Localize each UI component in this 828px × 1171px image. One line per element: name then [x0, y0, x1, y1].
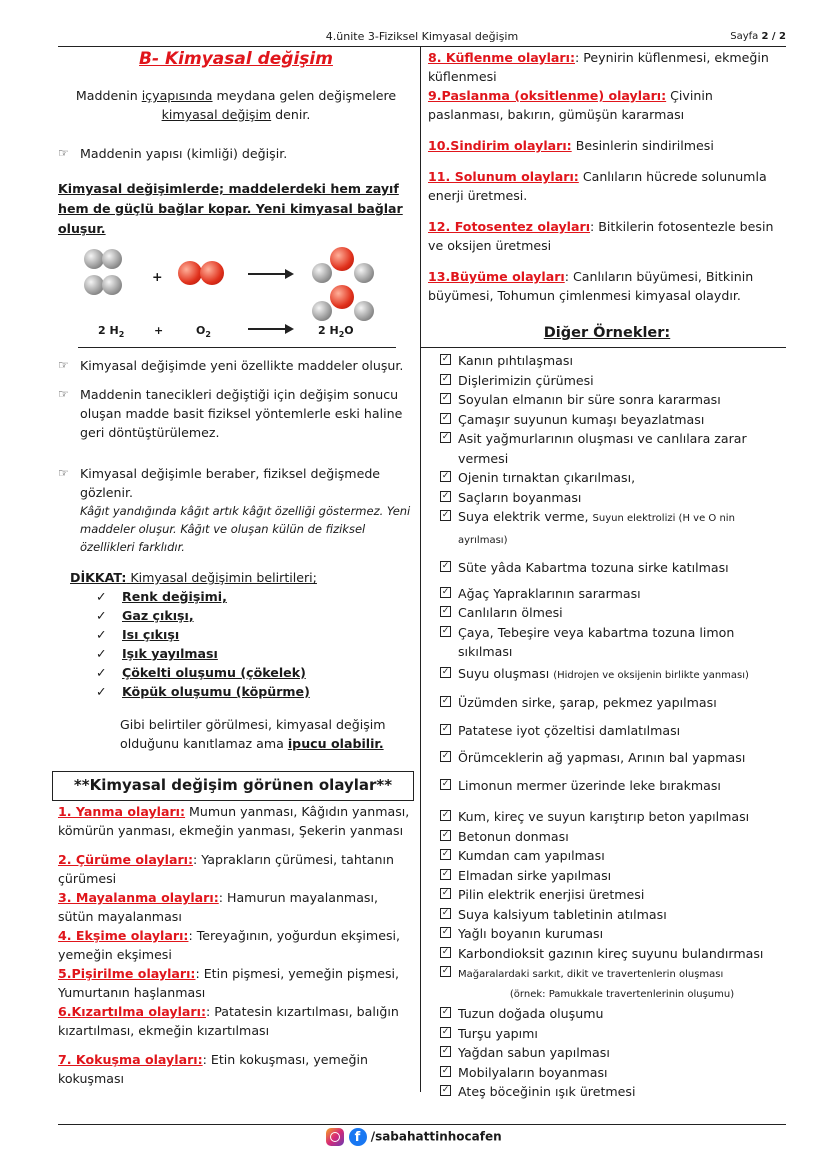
checklist-text: Süte yâda Kabartma tozuna sirke katılması — [458, 560, 729, 575]
other-examples-title — [428, 325, 786, 341]
pointing-hand-icon: ☞ — [58, 358, 69, 372]
checkbox-checked-icon: ✓ — [441, 490, 450, 501]
checklist-item — [440, 748, 786, 768]
example-text: Çivinin paslanması, bakırın, gümüşün kararması — [428, 88, 713, 122]
example-item — [428, 136, 786, 155]
checklist-item — [440, 468, 786, 488]
hydrogen-atom — [354, 263, 374, 283]
checklist-text: Dişlerimizin çürümesi — [458, 372, 594, 388]
sign-label: Çökelti oluşumu (çökelek) — [122, 665, 306, 680]
checklist-item — [440, 584, 786, 604]
social-handle[interactable]: /sabahattinhocafen — [370, 1129, 502, 1144]
eq-o2 — [196, 321, 211, 344]
example-title: 10.Sindirim olayları: — [428, 138, 572, 153]
note-text: Gibi belirtiler görülmesi, kimyasal değişim olduğunu kanıtlamaz ama — [120, 717, 386, 751]
bullet-text: Kimyasal değişimle beraber, fiziksel değişmede gözlenir. — [80, 466, 381, 500]
paper-burning-note: Kâğıt yandığında kâğıt artık kâğıt özelliği göstermez. Yeni maddeler oluşur. Kâğıt ve oluşan külün de fiziksel özellikleri farklıdır. — [80, 504, 411, 554]
eq-h2o — [318, 321, 354, 344]
checkbox-checked-icon: ✓ — [441, 966, 450, 976]
checklist-item — [440, 351, 786, 371]
oxygen-atom — [178, 261, 202, 285]
checkbox-checked-icon: ✓ — [441, 1007, 450, 1017]
checklist-text: Mobilyaların boyanması — [458, 1064, 608, 1080]
checkmark-icon: ✓ — [96, 589, 107, 604]
checklist-text: Çamaşır suyunun kumaşı beyazlatması — [458, 411, 705, 427]
sign-label: Gaz çıkışı, — [122, 608, 194, 623]
def-text-3: denir. — [271, 107, 311, 122]
example-title: 1. Yanma olayları: — [58, 804, 186, 819]
reaction-diagram — [78, 245, 398, 345]
checklist-text: Canlıların ölmesi — [458, 605, 563, 620]
checklist-item — [440, 1063, 786, 1083]
right-examples — [428, 48, 786, 305]
checklist-text: Üzümden sirke, şarap, pekmez yapılması — [458, 695, 717, 710]
example-text: : Tereyağının, yoğurdun ekşimesi, yemeğin ekşimesi — [58, 928, 401, 962]
hydrogen-atom — [354, 301, 374, 321]
checkmark-icon: ✓ — [96, 684, 107, 699]
left-examples — [58, 802, 414, 1088]
checkbox-checked-icon: ✓ — [441, 510, 450, 520]
checklist-item — [440, 558, 786, 578]
example-item — [428, 267, 786, 305]
checklist-item — [440, 905, 786, 925]
example-title: 13.Büyüme olayları — [428, 269, 565, 284]
checkbox-checked-icon: ✓ — [441, 471, 450, 481]
checklist-item — [440, 1004, 786, 1024]
checkbox-checked-icon: ✓ — [441, 1085, 450, 1095]
example-title: 11. Solunum olayları: — [428, 169, 579, 184]
checklist — [440, 351, 786, 1102]
checklist-text: Pilin elektrik enerjisi üretmesi — [458, 887, 645, 902]
checklist-text: Karbondioksit gazının kireç suyunu bulandırması — [458, 945, 764, 961]
example-text: : Yaprakların çürümesi, tahtanın çürümesi — [58, 852, 394, 886]
footer-divider — [58, 1124, 786, 1125]
eq-h2 — [98, 321, 124, 344]
equation-arrow — [248, 328, 292, 330]
sign-item — [58, 663, 414, 682]
signs-note — [58, 715, 414, 753]
checklist-item — [440, 1024, 786, 1044]
checklist-text: Örümceklerin ağ yapması, Arının bal yapması — [458, 750, 746, 765]
checkmark-icon: ✓ — [96, 608, 107, 623]
example-item — [58, 1002, 414, 1040]
checklist-text: Tuzun doğada oluşumu — [458, 1006, 604, 1021]
checkbox-checked-icon: ✓ — [441, 666, 450, 677]
checklist-text: Kumdan cam yapılması — [458, 848, 605, 863]
checklist-item — [440, 721, 786, 741]
example-text: Besinlerin sindirilmesi — [571, 138, 714, 153]
bullet-irreversible — [58, 385, 414, 442]
checkbox-checked-icon: ✓ — [441, 849, 450, 859]
checklist-item — [440, 776, 786, 796]
checklist-text: Suya kalsiyum tabletinin atılması — [458, 906, 667, 922]
checkbox-checked-icon: ✓ — [441, 1065, 450, 1076]
checkbox-checked-icon: ✓ — [441, 888, 450, 898]
reaction-arrow — [248, 273, 292, 275]
example-item — [58, 1050, 414, 1088]
cave-example-note: (örnek: Pamukkale travertenlerinin oluşumu) — [509, 988, 735, 1000]
checklist-item — [440, 963, 786, 1004]
instagram-icon[interactable] — [326, 1128, 344, 1146]
checkmark-icon: ✓ — [96, 627, 107, 642]
checklist-text: Yağlı boyanın kuruması — [458, 926, 604, 941]
checklist-item — [440, 1043, 786, 1063]
left-column — [58, 48, 414, 753]
checklist-text: Turşu yapımı — [458, 1025, 538, 1041]
example-item — [58, 850, 414, 888]
example-title: 4. Ekşime olayları: — [58, 928, 189, 943]
pointing-hand-icon: ☞ — [58, 387, 69, 401]
example-item — [58, 888, 414, 926]
checklist-item — [440, 944, 786, 964]
eq-o2-text: O — [196, 324, 206, 337]
checkbox-checked-icon: ✓ — [441, 1046, 450, 1056]
page-prefix: Sayfa — [730, 31, 762, 42]
example-item — [428, 167, 786, 205]
checkbox-checked-icon: ✓ — [441, 751, 450, 761]
column-divider — [420, 46, 421, 1092]
example-item — [428, 217, 786, 255]
header-title: 4.ünite 3-Fiziksel Kimyasal değişim — [325, 30, 519, 43]
checklist-item — [440, 507, 786, 550]
signs-list — [58, 587, 414, 701]
checklist-text: Limonun mermer üzerinde leke bırakması — [458, 777, 721, 793]
checklist-text: Kanın pıhtılaşması — [458, 353, 573, 368]
checklist-item — [440, 693, 786, 713]
def-text-1: Maddenin — [75, 88, 142, 103]
oxygen-atom — [200, 261, 224, 285]
sign-label: Isı çıkışı — [122, 627, 180, 642]
checklist-text: Betonun donması — [458, 828, 569, 844]
checkbox-checked-icon: ✓ — [441, 561, 450, 571]
eq-h2o-pre: 2 H — [318, 324, 339, 337]
pointing-hand-icon: ☞ — [58, 466, 69, 480]
def-keyword-kimyasal: kimyasal değişim — [161, 107, 272, 122]
oxygen-atom — [330, 285, 354, 309]
facebook-icon[interactable]: f — [349, 1128, 367, 1146]
checklist-item — [440, 429, 786, 468]
example-item — [58, 964, 414, 1002]
example-item — [428, 48, 786, 86]
definition — [58, 86, 414, 124]
eq-o2-sub: 2 — [205, 330, 211, 340]
eq-h2o-post: O — [344, 324, 354, 337]
checklist-item — [440, 1082, 786, 1102]
example-text: : Etin pişmesi, yemeğin pişmesi, Yumurtanın haşlanması — [58, 966, 400, 1000]
hydrogen-atom — [312, 263, 332, 283]
checkbox-checked-icon: ✓ — [441, 810, 450, 820]
bullet-text: Maddenin yapısı (kimliği) değişir. — [80, 146, 288, 161]
bonds-statement: Kimyasal değişimlerde; maddelerdeki hem zayıf hem de güçlü bağlar kopar. Yeni kimyasal bağlar oluşur. — [58, 181, 403, 236]
checkbox-checked-icon: ✓ — [441, 606, 450, 616]
checklist-item — [440, 488, 786, 508]
checklist-item — [440, 885, 786, 905]
example-text: : Patatesin kızartılması, balığın kızartılması, ekmeğin kızartılması — [58, 1004, 399, 1038]
example-text: : Etin kokuşması, yemeğin kokuşması — [58, 1052, 369, 1086]
sign-item — [58, 606, 414, 625]
hydrogen-atom — [84, 249, 104, 269]
example-text: Mumun yanması, Kâğıdın yanması, kömürün yanması, ekmeğin yanması, Şekerin yanması — [58, 804, 410, 838]
def-keyword-icyapi: içyapısında — [141, 88, 213, 103]
sign-item — [58, 587, 414, 606]
example-item — [428, 86, 786, 124]
checkbox-checked-icon: ✓ — [441, 1026, 450, 1037]
example-text: : Canlıların büyümesi, Bitkinin büyümesi, Tohumun çimlenmesi kimyasal olaydır. — [428, 269, 754, 303]
checkbox-checked-icon: ✓ — [441, 373, 450, 384]
eq-h2o-sub: 2 — [338, 330, 345, 340]
checkbox-checked-icon: ✓ — [441, 946, 450, 957]
checklist-item — [440, 390, 786, 410]
checkmark-icon: ✓ — [96, 665, 107, 680]
sign-label: Renk değişimi, — [122, 589, 227, 604]
example-title: 7. Kokuşma olayları: — [58, 1052, 203, 1067]
bullet-text: Kimyasal değişimde yeni özellikte maddeler oluşur. — [80, 358, 404, 373]
bullet-new-matter — [58, 356, 414, 375]
example-title: 9.Paslanma (oksitlenme) olayları: — [428, 88, 667, 103]
checklist-note: (Hidrojen ve oksijenin birlikte yanması) — [553, 669, 749, 681]
checklist-text: Ağaç Yapraklarının sararması — [458, 585, 641, 601]
checklist-item — [440, 827, 786, 847]
example-title: 2. Çürüme olayları: — [58, 852, 194, 867]
checklist-text: Patatese iyot çözeltisi damlatılması — [458, 722, 681, 738]
checkbox-checked-icon: ✓ — [441, 723, 450, 734]
eq-plus: + — [154, 324, 164, 337]
checkbox-checked-icon: ✓ — [441, 354, 450, 364]
checklist-item — [440, 371, 786, 391]
checklist-item — [440, 866, 786, 886]
checklist-text: Ojenin tırnaktan çıkarılması, — [458, 470, 636, 485]
plus-sign: + — [152, 269, 163, 284]
checklist-item — [440, 807, 786, 827]
checklist-text: Ateş böceğinin ışık üretmesi — [458, 1084, 636, 1099]
example-text: : Hamurun mayalanması, sütün mayalanması — [58, 890, 378, 924]
checklist-item — [440, 664, 786, 686]
hydrogen-atom — [102, 275, 122, 295]
example-item — [58, 926, 414, 964]
dikkat-text: Kimyasal değişimin belirtileri; — [126, 570, 317, 585]
page-number: 2 / 2 — [761, 31, 786, 42]
other-title-text: Diğer Örnekler: — [543, 325, 671, 341]
visible-events-title: **Kimyasal değişim görünen olaylar** — [52, 771, 414, 801]
header-divider — [58, 46, 786, 47]
checkbox-checked-icon: ✓ — [441, 778, 450, 789]
example-title: 3. Mayalanma olayları: — [58, 890, 219, 905]
hydrogen-atom — [102, 249, 122, 269]
checkbox-checked-icon: ✓ — [441, 393, 450, 403]
checklist-text: Saçların boyanması — [458, 489, 582, 505]
example-title: 5.Pişirilme olayları: — [58, 966, 196, 981]
checklist-text: Soyulan elmanın bir süre sonra kararması — [458, 392, 721, 407]
checklist-item — [440, 410, 786, 430]
eq-h2-text: 2 H — [98, 324, 119, 337]
checkbox-checked-icon: ✓ — [441, 927, 450, 937]
example-title: 6.Kızartılma olayları: — [58, 1004, 206, 1019]
sign-item — [58, 644, 414, 663]
example-text: : Peynirin küflenmesi, ekmeğin küflenmesi — [428, 50, 769, 84]
dikkat-label: DİKKAT: — [70, 570, 127, 585]
page-indicator — [730, 31, 786, 42]
note-hint: ipucu olabilir. — [287, 736, 384, 751]
checkbox-checked-icon: ✓ — [441, 868, 450, 879]
hydrogen-atom — [84, 275, 104, 295]
checklist-text: Çaya, Tebeşire veya kabartma tozuna limon sıkılması — [458, 624, 735, 659]
checklist-text: Suya elektrik verme, — [458, 509, 593, 524]
checklist-text: Yağdan sabun yapılması — [458, 1045, 610, 1060]
checklist-note: Suyun elektrolizi (H ve O nin ayrılması) — [458, 513, 735, 546]
diagram-underline — [78, 347, 396, 348]
checkbox-checked-icon: ✓ — [441, 907, 450, 918]
oxygen-atom — [330, 247, 354, 271]
other-title-divider — [421, 347, 786, 348]
checkbox-checked-icon: ✓ — [441, 412, 450, 423]
def-text-2: meydana gelen değişmelere — [212, 88, 397, 103]
checkbox-checked-icon: ✓ — [441, 432, 450, 442]
sign-label: Işık yayılması — [122, 646, 218, 661]
section-title: B- Kimyasal değişim — [139, 49, 333, 69]
checkbox-checked-icon: ✓ — [441, 696, 450, 706]
checklist-text: Elmadan sirke yapılması — [458, 867, 612, 883]
bullet-text: Maddenin tanecikleri değiştiği için değişim sonucu oluşan madde basit fiziksel yöntemlerle eski haline geri döntüştürülemez. — [80, 387, 403, 440]
checkbox-checked-icon: ✓ — [441, 586, 450, 597]
dikkat-line — [58, 568, 414, 587]
sign-label: Köpük oluşumu (köpürme) — [122, 684, 310, 699]
sign-item — [58, 682, 414, 701]
checkmark-icon: ✓ — [96, 646, 107, 661]
example-text: : Bitkilerin fotosentezle besin ve oksijen üretmesi — [428, 219, 774, 253]
checklist-item — [440, 924, 786, 944]
eq-h2-sub: 2 — [118, 330, 125, 340]
example-title: 12. Fotosentez olayları — [428, 219, 591, 234]
checklist-item — [440, 603, 786, 623]
checklist-text: Suyu oluşması — [458, 665, 554, 681]
example-text: Canlıların hücrede solunumla enerji üretmesi. — [428, 169, 767, 203]
checklist-item — [440, 623, 786, 662]
page-header — [58, 28, 786, 46]
checklist-text: Kum, kireç ve suyun karıştırıp beton yapılması — [458, 809, 750, 824]
hydrogen-atom — [312, 301, 332, 321]
example-item — [58, 802, 414, 840]
checklist-note: Mağaralardaki sarkıt, dikit ve travertenlerin oluşması — [458, 969, 724, 980]
checklist-text: Asit yağmurlarının oluşması ve canlılara zarar vermesi — [458, 431, 747, 466]
checkbox-checked-icon: ✓ — [441, 625, 450, 636]
checkbox-checked-icon: ✓ — [441, 829, 450, 840]
footer — [0, 1128, 828, 1150]
checklist-item — [440, 846, 786, 866]
bullet-physical-too — [58, 464, 414, 556]
sign-item — [58, 625, 414, 644]
example-title: 8. Küflenme olayları: — [428, 50, 575, 65]
bullet-identity — [58, 144, 414, 163]
pointing-hand-icon: ☞ — [58, 146, 69, 160]
